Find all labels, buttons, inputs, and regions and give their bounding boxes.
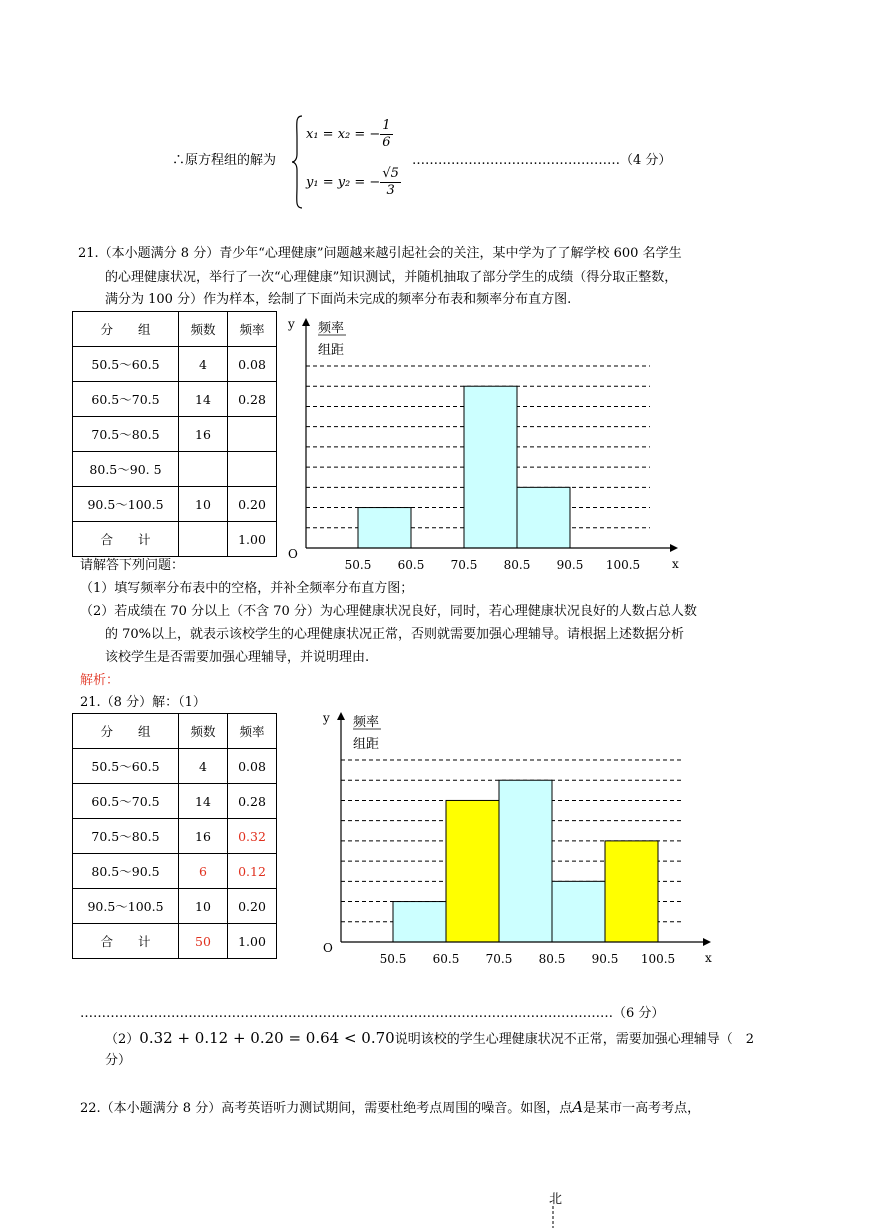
analysis-label: 解析： — [80, 673, 120, 688]
q21-line2: 的心理健康状况，举行了一次“心理健康”知识测试，并随机抽取了部分学生的成绩（得分取正整数， — [105, 270, 678, 285]
equation-y: y₁ = y₂ = − $\frac{√5}{3}$ — [306, 166, 399, 198]
cell: 50.5～60.5 — [73, 749, 179, 784]
table-row — [73, 487, 277, 522]
cell: 80.5～90. 5 — [73, 452, 179, 487]
histogram-bar — [517, 487, 570, 548]
q21-ask: 请解答下列问题： — [80, 558, 185, 573]
histogram-bar — [464, 386, 517, 548]
cell: 0.32 — [228, 819, 277, 854]
q21-line1: 21.（本小题满分 8 分）青少年“心理健康”问题越来越引起社会的关注，某中学为了了解学校 600 名学生 — [78, 246, 682, 261]
x-tick-label: 80.5 — [538, 952, 566, 966]
table-header-row — [73, 714, 277, 749]
table-row — [73, 784, 277, 819]
histogram-answer — [315, 708, 725, 970]
solution-dots: …………………………………………（4 分） — [412, 153, 672, 168]
q22-line1: 22.（本小题满分 8 分）高考英语听力测试期间，需要杜绝考点周围的噪音。如图，点A是某市一高考考点， — [80, 1098, 701, 1116]
x-axis-arrow — [703, 938, 711, 946]
histogram-bar — [552, 881, 605, 942]
cell: 90.5～100.5 — [73, 487, 179, 522]
x-tick-label: 50.5 — [379, 952, 407, 966]
q21-frequency-table — [72, 311, 277, 557]
cell: 0.20 — [228, 487, 277, 522]
histogram-bar — [605, 841, 658, 942]
x-tick-label: 70.5 — [485, 952, 513, 966]
cell — [228, 417, 277, 452]
equation-x: x₁ = x₂ = − $\frac{1}{6}$ — [306, 118, 391, 150]
answer-head: 21.（8 分）解：（1） — [80, 695, 206, 710]
cell: 0.20 — [228, 889, 277, 924]
origin-label: O — [323, 941, 333, 955]
header-group: 分 组 — [73, 714, 179, 749]
table-row — [73, 854, 277, 889]
x-tick-label: 60.5 — [432, 952, 460, 966]
cell: 0.08 — [228, 749, 277, 784]
cell: 50 — [179, 924, 228, 959]
q21-part2-line3: 该校学生是否需要加强心理辅导，并说明理由. — [105, 650, 370, 665]
histogram-bar — [393, 902, 446, 942]
cell: 1.00 — [228, 924, 277, 959]
north-label: 北 — [549, 1192, 563, 1207]
y-axis-arrow — [302, 318, 310, 326]
y-label-numerator: 频率 — [353, 715, 380, 730]
histogram-bar — [358, 508, 411, 548]
cell — [179, 522, 228, 557]
x-tick-label: 60.5 — [397, 558, 425, 572]
cell: 10 — [179, 889, 228, 924]
cell: 1.00 — [228, 522, 277, 557]
north-axis-line — [548, 1206, 558, 1228]
q21-part2-line2: 的 70%以上，就表示该校学生的心理健康状况正常，否则就需要加强心理辅导。请根据上述数据分析 — [105, 627, 685, 642]
x-axis-arrow — [670, 544, 678, 552]
cell: 合 计 — [73, 924, 179, 959]
x-tick-label: 70.5 — [450, 558, 478, 572]
cell: 合 计 — [73, 522, 179, 557]
answer-frequency-table — [72, 713, 277, 959]
x-tick-label: 80.5 — [503, 558, 531, 572]
x-tick-label: 90.5 — [591, 952, 619, 966]
cell: 50.5～60.5 — [73, 347, 179, 382]
answer-part2-tail: 分） — [105, 1053, 132, 1068]
cell: 14 — [179, 382, 228, 417]
y-axis-arrow — [337, 712, 345, 720]
q21-line3: 满分为 100 分）作为样本，绘制了下面尚未完成的频率分布表和频率分布直方图. — [105, 292, 572, 307]
table-row — [73, 889, 277, 924]
table-row — [73, 382, 277, 417]
x-axis-symbol: x — [672, 557, 679, 571]
cell: 6 — [179, 854, 228, 889]
table-header-row — [73, 312, 277, 347]
table-row — [73, 452, 277, 487]
x-tick-label: 50.5 — [344, 558, 372, 572]
header-count: 频数 — [179, 714, 228, 749]
cell: 70.5～80.5 — [73, 819, 179, 854]
cell: 14 — [179, 784, 228, 819]
cell: 4 — [179, 347, 228, 382]
cell: 90.5～100.5 — [73, 889, 179, 924]
left-brace — [290, 114, 306, 210]
cell: 0.28 — [228, 382, 277, 417]
q21-part1: （1）填写频率分布表中的空格，并补全频率分布直方图； — [80, 581, 414, 596]
y-label-denominator: 组距 — [353, 737, 380, 752]
y-label-numerator: 频率 — [318, 321, 345, 336]
solution-prefix: ∴原方程组的解为 — [172, 153, 277, 168]
cell: 0.12 — [228, 854, 277, 889]
cell: 16 — [179, 819, 228, 854]
table-row — [73, 924, 277, 959]
x-tick-label: 90.5 — [556, 558, 584, 572]
cell: 10 — [179, 487, 228, 522]
y-label-denominator: 组距 — [318, 343, 345, 358]
cell: 60.5～70.5 — [73, 382, 179, 417]
origin-label: O — [288, 547, 298, 561]
x-tick-label: 100.5 — [605, 558, 641, 572]
cell: 60.5～70.5 — [73, 784, 179, 819]
cell: 4 — [179, 749, 228, 784]
header-rate: 频率 — [228, 714, 277, 749]
cell: 0.08 — [228, 347, 277, 382]
table-row — [73, 522, 277, 557]
table-row — [73, 819, 277, 854]
header-group: 分 组 — [73, 312, 179, 347]
cell — [179, 452, 228, 487]
answer-part2: （2）0.32 + 0.12 + 0.20 = 0.64 < 0.70说明该校的学生心理健康状况不正常，需要加强心理辅导（ 2 — [105, 1029, 754, 1047]
y-axis-symbol: y — [323, 711, 330, 725]
cell: 70.5～80.5 — [73, 417, 179, 452]
answer-dots: ……………………………………………………………………………………………………………（6 分） — [80, 1006, 665, 1021]
header-rate: 频率 — [228, 312, 277, 347]
cell: 0.28 — [228, 784, 277, 819]
x-tick-label: 100.5 — [640, 952, 676, 966]
histogram-bar — [499, 780, 552, 942]
y-axis-symbol: y — [288, 317, 295, 331]
q21-part2-line1: （2）若成绩在 70 分以上（不含 70 分）为心理健康状况良好，同时，若心理健康状况良好的人数占总人数 — [80, 604, 697, 619]
cell: 80.5～90.5 — [73, 854, 179, 889]
cell: 16 — [179, 417, 228, 452]
header-count: 频数 — [179, 312, 228, 347]
histogram-question — [280, 314, 700, 576]
cell — [228, 452, 277, 487]
x-axis-symbol: x — [705, 951, 712, 965]
table-row — [73, 347, 277, 382]
table-row — [73, 749, 277, 784]
table-row — [73, 417, 277, 452]
histogram-bar — [446, 800, 499, 942]
